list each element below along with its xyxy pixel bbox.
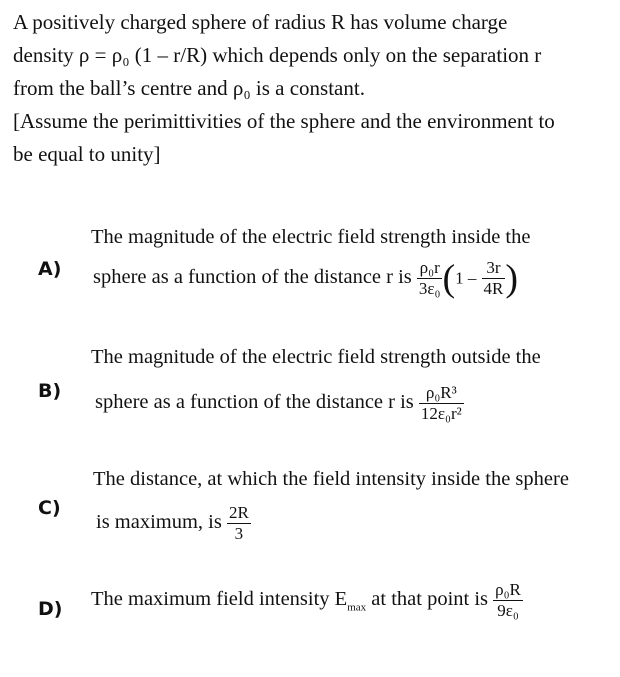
option-b-line1: The magnitude of the electric field strength outside the [91, 346, 541, 368]
fraction-numerator: ρ₀R [495, 580, 521, 599]
option-d-line1 [91, 580, 523, 621]
option-b-line2 [95, 383, 464, 424]
right-paren: ) [505, 257, 519, 300]
option-b-fraction [419, 383, 464, 424]
option-c-text: is maximum, is [96, 511, 222, 534]
fraction-denominator: 4R [483, 279, 504, 298]
option-c-fraction [227, 503, 251, 544]
option-a-line1: The magnitude of the electric field strength inside the [91, 226, 531, 248]
question-line: be equal to unity] [13, 142, 161, 166]
option-c-line1: The distance, at which the field intensity inside the sphere [93, 468, 569, 490]
option-d-fraction [493, 580, 523, 621]
option-d-text: The maximum field intensity E [91, 588, 348, 611]
question-text [13, 6, 613, 171]
option-a-label[interactable]: A) [38, 258, 62, 280]
option-c-label[interactable]: C) [38, 497, 61, 519]
option-a-text: sphere as a function of the distance r is [93, 266, 412, 289]
fraction-numerator: 2R [228, 503, 249, 522]
fraction-denominator: 3ε₀ [418, 279, 441, 298]
fraction-numerator: 3r [482, 258, 506, 279]
question-line: A positively charged sphere of radius R has volume charge [13, 10, 508, 34]
inner-fraction [482, 258, 506, 299]
option-a-line2 [93, 258, 518, 299]
question-line: from the ball’s centre and ρ₀ is a constant. [13, 76, 365, 100]
left-paren: ( [442, 257, 456, 300]
option-d-text-tail: at that point is [366, 588, 489, 611]
option-d-label[interactable]: D) [38, 598, 63, 620]
fraction-numerator: ρ₀r [417, 258, 443, 279]
option-c-line2 [96, 503, 251, 544]
question-line: density ρ = ρ₀ (1 – r/R) which depends only on the separation r [13, 43, 542, 67]
subscript: max [347, 601, 367, 614]
question-line: [Assume the perimittivities of the sphere and the environment to [13, 109, 555, 133]
option-b-text: sphere as a function of the distance r is [95, 391, 414, 414]
fraction-denominator: 9ε₀ [497, 601, 519, 620]
option-a-fraction [417, 258, 443, 299]
fraction-denominator: 12ε₀r² [420, 404, 462, 423]
option-b-label[interactable]: B) [38, 380, 62, 402]
fraction-numerator: ρ₀R³ [419, 383, 464, 404]
fraction-denominator: 3 [234, 524, 244, 543]
inner-term: 1 – [455, 268, 477, 288]
